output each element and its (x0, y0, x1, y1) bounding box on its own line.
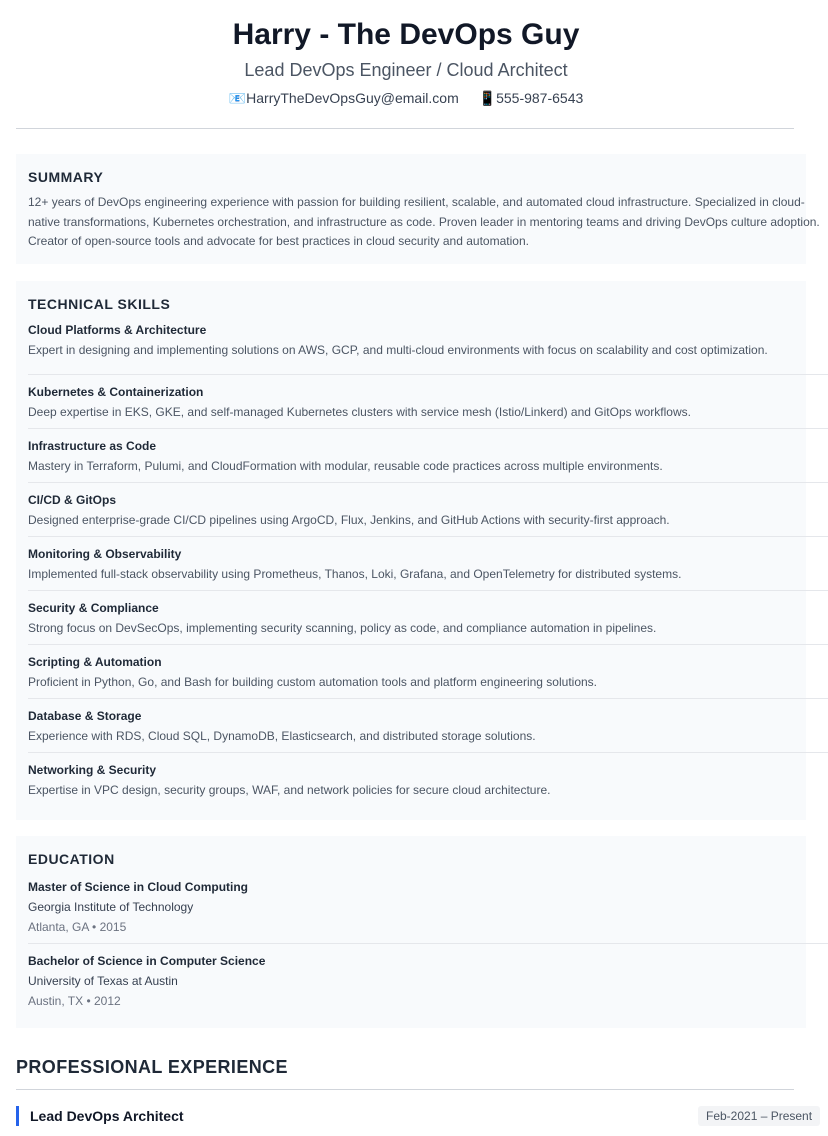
skill-description: Expert in designing and implementing solutions on AWS, GCP, and multi-cloud environments with focus on scalability and cost optimization. (28, 343, 768, 357)
education-meta: Austin, TX • 2012 (28, 994, 121, 1008)
education-meta: Atlanta, GA • 2015 (28, 920, 127, 934)
skill-description: Designed enterprise-grade CI/CD pipelines using ArgoCD, Flux, Jenkins, and GitHub Actions with security-first approach. (28, 513, 670, 527)
skill-item (28, 699, 828, 753)
skill-item (28, 645, 828, 699)
summary-heading: SUMMARY (28, 169, 104, 185)
resume-page (16, 0, 820, 1124)
skill-item (28, 591, 828, 645)
skill-title: Database & Storage (28, 709, 142, 723)
candidate-name: Harry - The DevOps Guy (232, 18, 580, 51)
skill-item (28, 322, 828, 375)
skills-section (16, 281, 806, 820)
education-degree: Bachelor of Science in Computer Science (28, 954, 266, 968)
skill-item (28, 537, 828, 591)
skill-title: Scripting & Automation (28, 655, 162, 669)
skill-title: Kubernetes & Containerization (28, 385, 204, 399)
experience-heading: PROFESSIONAL EXPERIENCE (16, 1057, 288, 1077)
contact-line (0, 88, 812, 108)
phone-icon: 📱 (478, 90, 497, 106)
header-divider (16, 128, 794, 129)
resume-header (0, 0, 812, 108)
education-school: University of Texas at Austin (28, 974, 178, 988)
summary-section (16, 154, 820, 264)
skill-item (28, 753, 828, 806)
education-degree: Master of Science in Cloud Computing (28, 880, 249, 894)
skill-title: Monitoring & Observability (28, 547, 182, 561)
skill-description: Strong focus on DevSecOps, implementing security scanning, policy as code, and compliance automation in pipelines. (28, 621, 657, 635)
job-dates-badge: Feb-2021 – Present (698, 1106, 820, 1126)
skill-title: Networking & Security (28, 763, 157, 777)
job-accent-bar (16, 1106, 19, 1126)
skill-description: Mastery in Terraform, Pulumi, and CloudFormation with modular, reusable code practices across multiple environments. (28, 459, 663, 473)
email-text: HarryTheDevOpsGuy@email.com (246, 90, 459, 106)
skill-description: Implemented full-stack observability using Prometheus, Thanos, Loki, Grafana, and OpenTelemetry for distributed systems. (28, 567, 682, 581)
education-item (28, 944, 828, 1009)
summary-text: 12+ years of DevOps engineering experience with passion for building resilient, scalable, and automated cloud infrastructure. Specialized in cloud-native transformations, Kubernetes orchestration, and infrastructure as code. Proven leader in mentoring teams and driving DevOps culture adoption. Creator of open-source tools and advocate for best practices in cloud security and automation. (28, 195, 820, 248)
skill-description: Expertise in VPC design, security groups, WAF, and network policies for secure cloud architecture. (28, 783, 551, 797)
education-school: Georgia Institute of Technology (28, 900, 194, 914)
education-item (28, 879, 828, 944)
experience-divider (16, 1089, 794, 1090)
candidate-role: Lead DevOps Engineer / Cloud Architect (244, 60, 568, 80)
education-section (16, 836, 806, 1028)
education-heading: EDUCATION (28, 851, 115, 867)
job-title: Lead DevOps Architect (30, 1108, 184, 1124)
skill-description: Proficient in Python, Go, and Bash for building custom automation tools and platform engineering solutions. (28, 675, 597, 689)
skill-title: Infrastructure as Code (28, 439, 157, 453)
skill-title: Cloud Platforms & Architecture (28, 323, 207, 337)
skill-title: CI/CD & GitOps (28, 493, 117, 507)
skill-title: Security & Compliance (28, 601, 159, 615)
skill-description: Deep expertise in EKS, GKE, and self-managed Kubernetes clusters with service mesh (Istio/Linkerd) and GitOps workflows. (28, 405, 691, 419)
skills-heading: TECHNICAL SKILLS (28, 296, 171, 312)
skill-item (28, 429, 828, 483)
email-contact[interactable] (229, 88, 459, 108)
skill-item (28, 483, 828, 537)
skill-item (28, 375, 828, 429)
email-icon: 📧 (228, 90, 247, 106)
skill-description: Experience with RDS, Cloud SQL, DynamoDB, Elasticsearch, and distributed storage solutions. (28, 729, 536, 743)
phone-contact[interactable] (479, 88, 584, 108)
job-entry (16, 1106, 813, 1136)
phone-text: 555-987-6543 (496, 90, 584, 106)
